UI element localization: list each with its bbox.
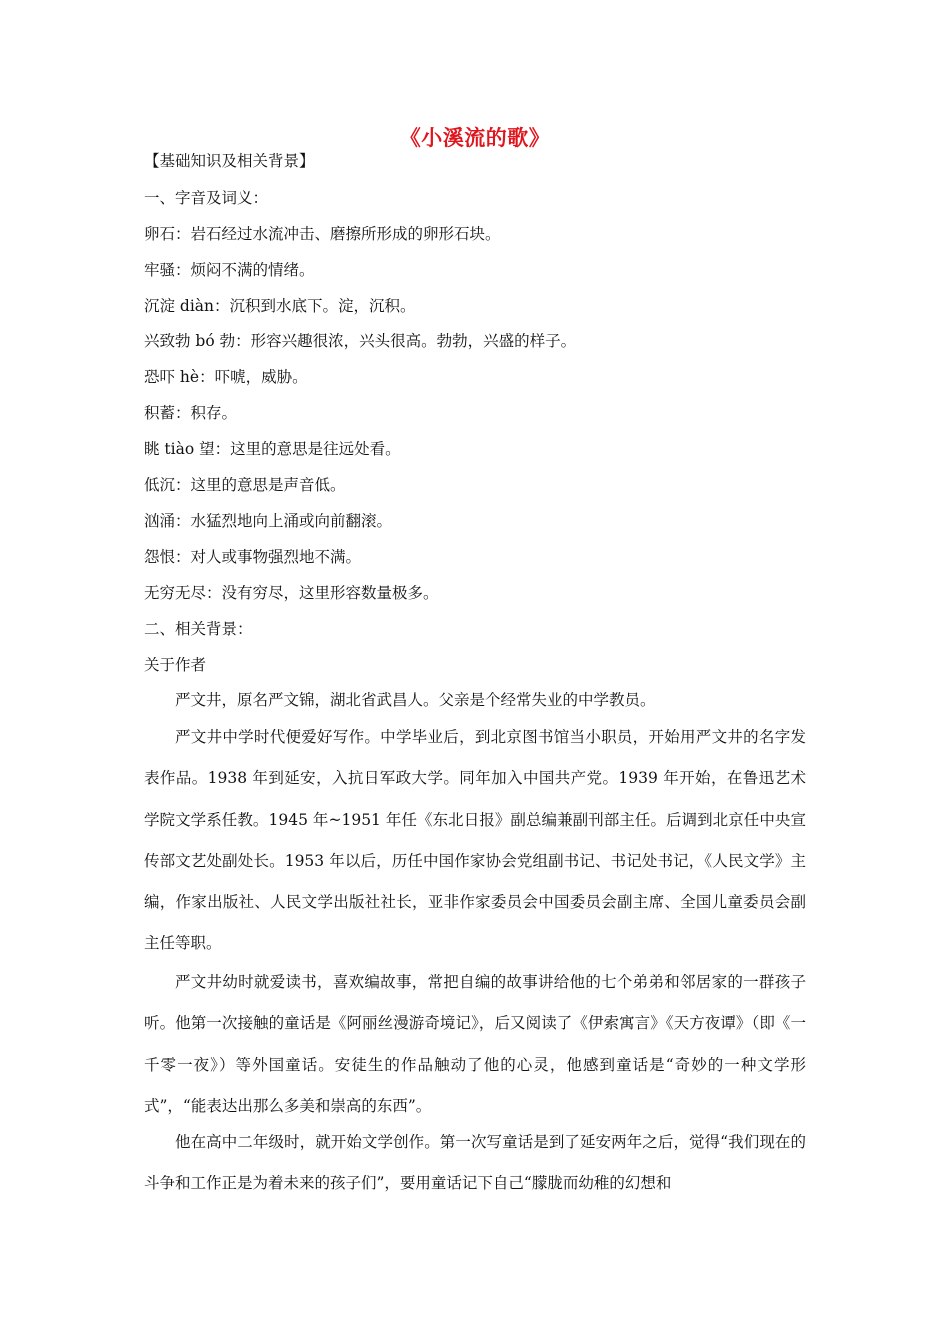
author-paragraph: 严文井幼时就爱读书，喜欢编故事，常把自编的故事讲给他的七个弟弟和邻居家的一群孩子听。他第一次接触的童话是《阿丽丝漫游奇境记》，后又阅读了《伊索寓言》《天方夜谭》（即《一千零一夜》）等外国童话。安徒生的作品触动了他的心灵，他感到童话是“奇妙的一种文学形式”，“能表达出那么多美和崇高的东西”。 [144,973,806,1115]
vocab-item: 恐吓 hè：吓唬，威胁。 [144,368,308,386]
vocab-item: 无穷无尽：没有穷尽，这里形容数量极多。 [144,584,439,602]
author-paragraph: 严文井，原名严文锦，湖北省武昌人。父亲是个经常失业的中学教员。 [175,691,656,709]
part2-heading: 二、相关背景： [144,620,253,638]
vocab-item: 兴致勃 bó 勃：形容兴趣很浓，兴头很高。勃勃，兴盛的样子。 [144,332,577,350]
vocab-item: 低沉：这里的意思是声音低。 [144,476,346,494]
vocab-item: 积蓄：积存。 [144,404,238,422]
about-author-heading: 关于作者 [144,656,207,674]
document-title: 《小溪流的歌》 [399,125,551,150]
author-paragraph: 他在高中二年级时，就开始文学创作。第一次写童话是到了延安两年之后，觉得“我们现在的斗争和工作正是为着未来的孩子们”，要用童话记下自己“朦胧而幼稚的幻想和 [144,1133,806,1193]
vocab-item: 沉淀 diàn：沉积到水底下。淀，沉积。 [144,297,416,315]
part1-heading: 一、字音及词义： [144,189,269,207]
vocab-item: 牢骚：烦闷不满的情绪。 [144,261,315,279]
section-heading-basic: 【基础知识及相关背景】 [144,152,315,170]
vocab-item: 眺 tiào 望：这里的意思是往远处看。 [144,440,401,458]
vocab-item: 怨恨：对人或事物强烈地不满。 [144,548,362,566]
vocab-item: 汹涌：水猛烈地向上涌或向前翻滚。 [144,512,393,530]
vocab-item: 卵石：岩石经过水流冲击、磨擦所形成的卵形石块。 [144,225,501,243]
author-paragraph: 严文井中学时代便爱好写作。中学毕业后，到北京图书馆当小职员，开始用严文井的名字发表作品。1938 年到延安，入抗日军政大学。同年加入中国共产党。1939 年开始，在鲁迅艺术学院文学系任教。1945 年~1951 年任《东北日报》副总编兼副刊部主任。后调到北京任中央宣传部文艺处副处长。1953 年以后，历任中国作家协会党组副书记、书记处书记，《人民文学》主编，作家出版社、人民文学出版社社长，亚非作家委员会中国委员会副主席、全国儿童委员会副主任等职。 [144,728,806,953]
